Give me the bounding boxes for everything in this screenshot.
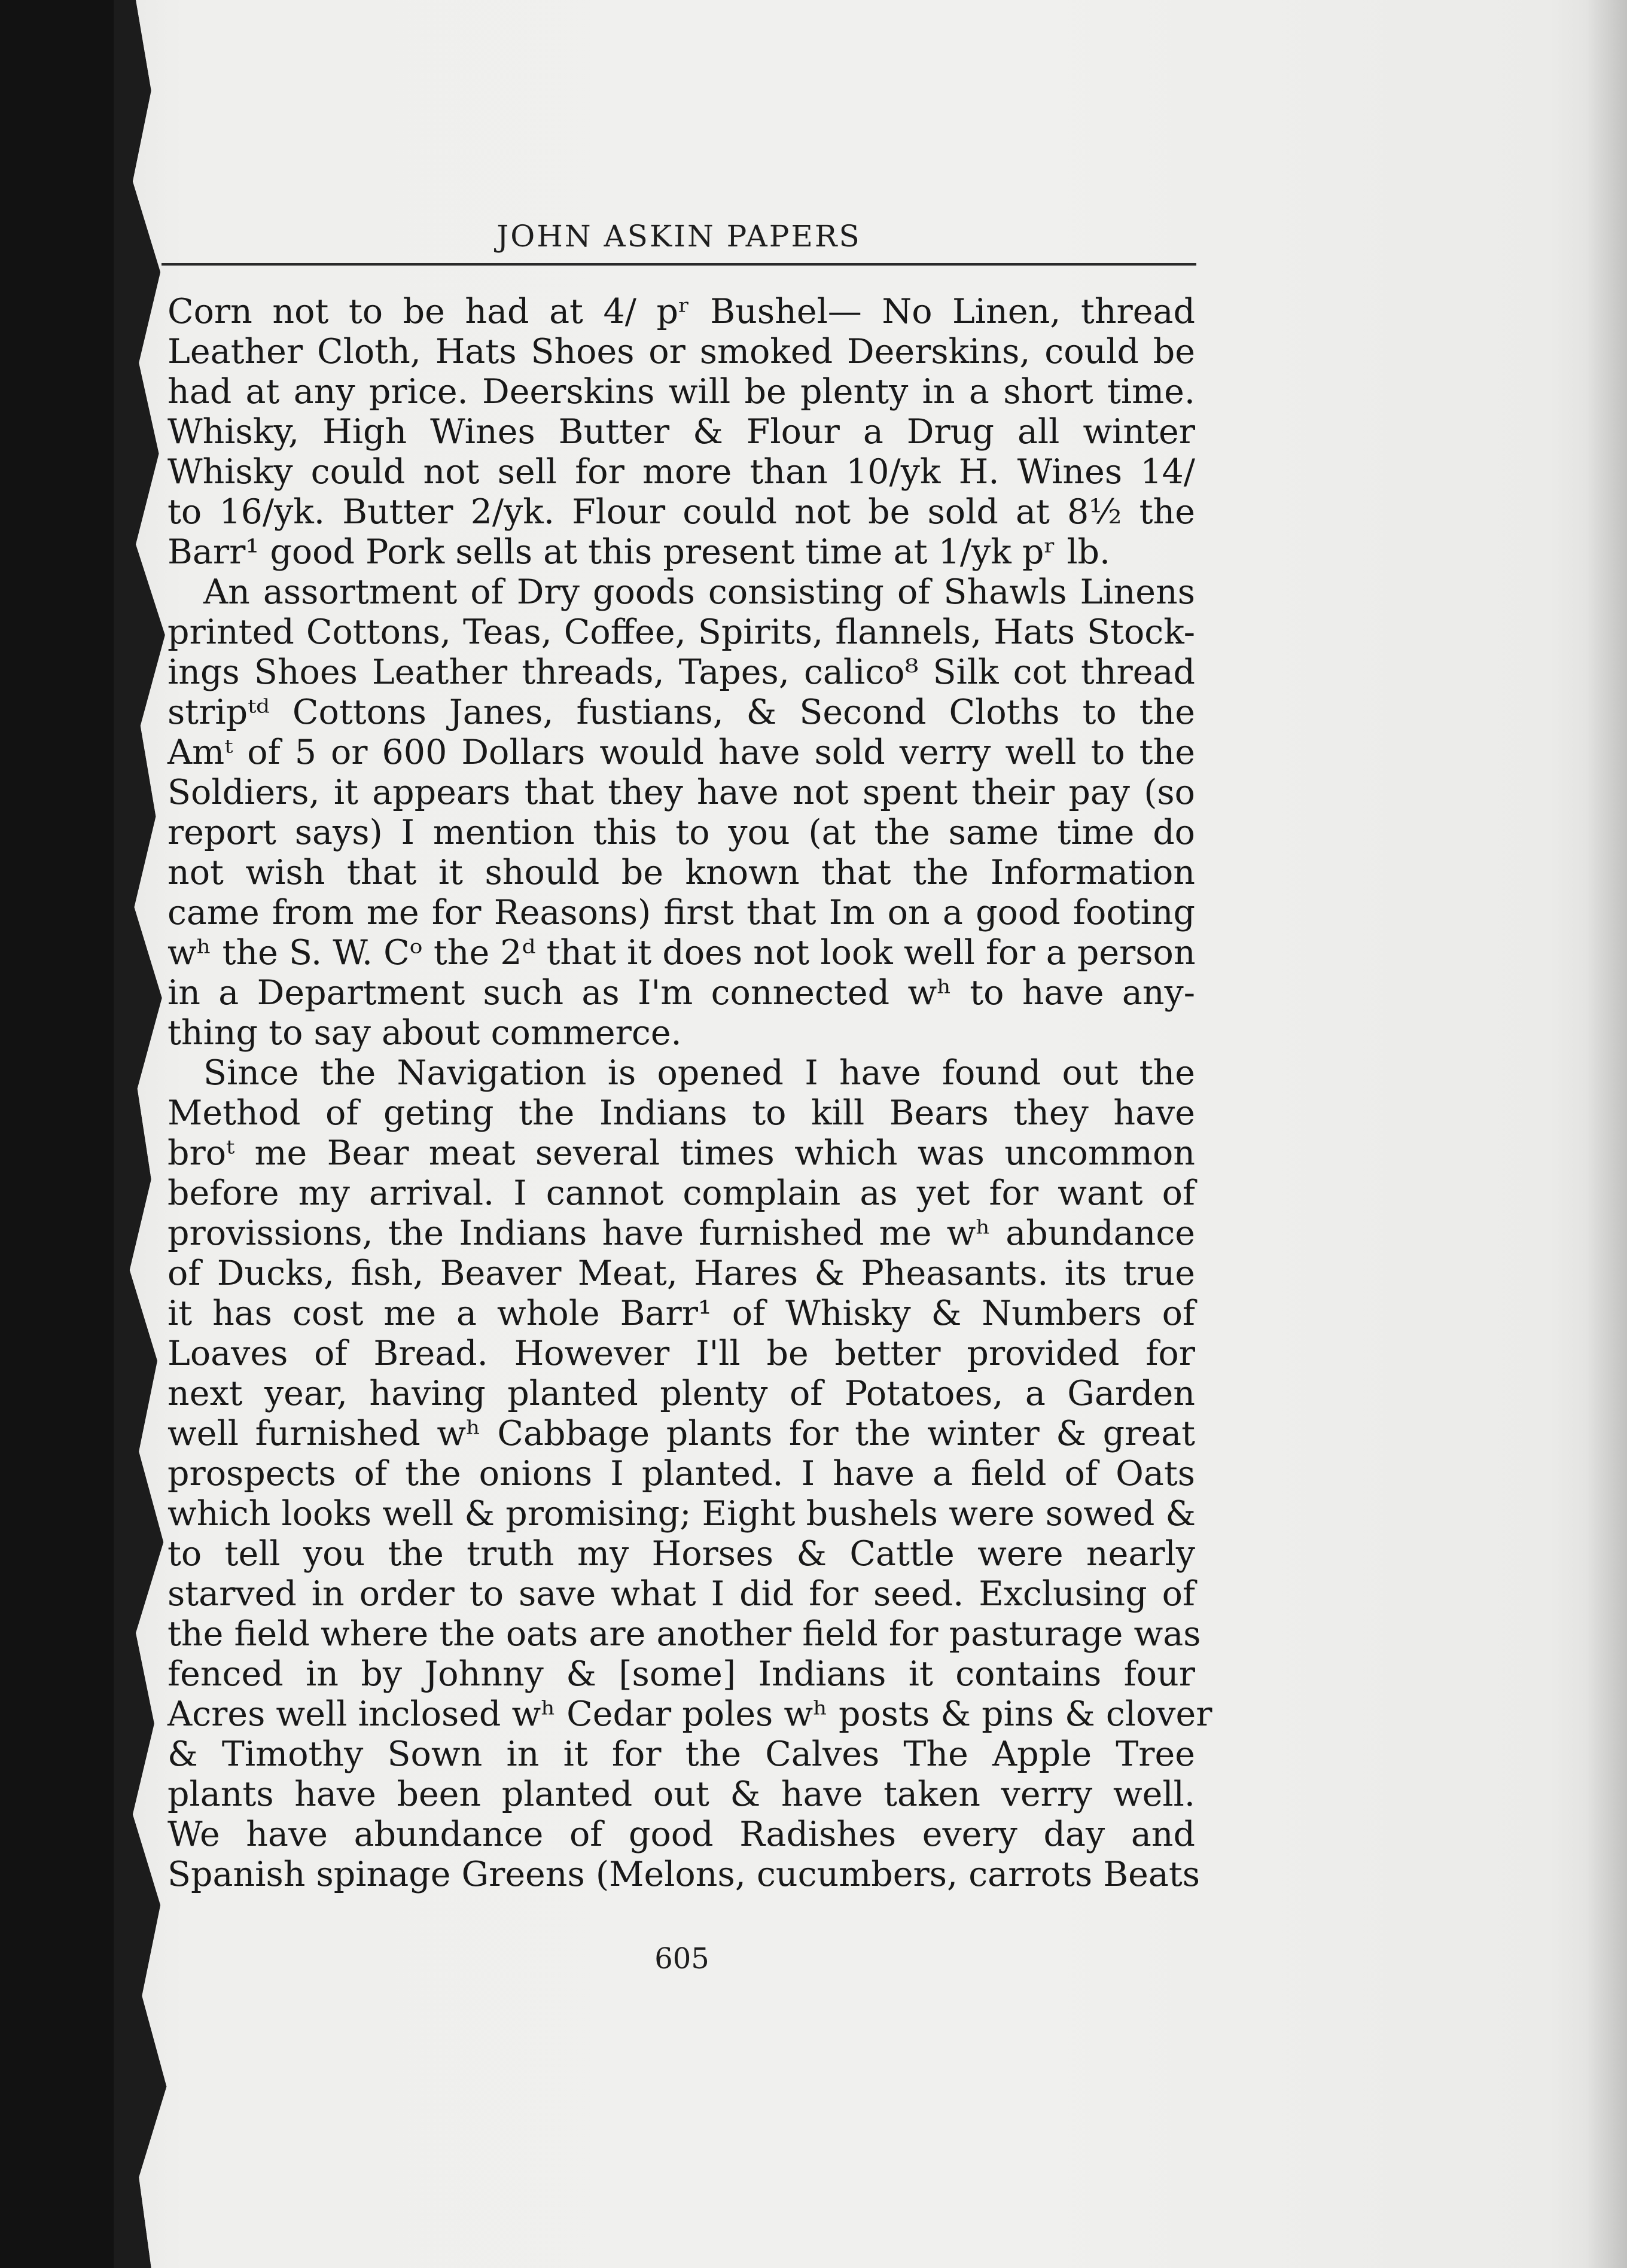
text-line: Soldiers, it appears that they have not spent their pay (so — [167, 773, 1195, 812]
text-line: stripᵗᵈ Cottons Janes, fustians, & Second Cloths to the — [167, 693, 1195, 732]
text-line: in a Department such as I'm connected wʰ to have any- — [167, 973, 1195, 1013]
running-head: JOHN ASKIN PAPERS — [162, 212, 1196, 266]
text-line: report says) I mention this to you (at the same time do — [167, 813, 1195, 852]
text-line: had at any price. Deerskins will be plenty in a short time. — [167, 372, 1195, 411]
text-line: printed Cottons, Teas, Coffee, Spirits, flannels, Hats Stock- — [167, 612, 1195, 652]
page-gutter-shadow — [1585, 0, 1627, 2268]
scan-background — [0, 0, 114, 2268]
text-line: came from me for Reasons) first that Im on a good footing — [167, 893, 1195, 932]
text-line: of Ducks, fish, Beaver Meat, Hares & Pheasants. its true — [167, 1254, 1195, 1293]
text-line: plants have been planted out & have taken verry well. — [167, 1775, 1195, 1814]
text-line: Leather Cloth, Hats Shoes or smoked Deerskins, could be — [167, 332, 1195, 371]
text-line: the field where the oats are another field for pasturage was — [167, 1614, 1201, 1654]
text-line: next year, having planted plenty of Potatoes, a Garden — [167, 1374, 1195, 1413]
text-line: to 16/yk. Butter 2/yk. Flour could not be sold at 8½ the — [167, 492, 1195, 532]
text-line: & Timothy Sown in it for the Calves The Apple Tree — [167, 1734, 1195, 1774]
text-line: prospects of the onions I planted. I have a field of Oats — [167, 1454, 1195, 1493]
text-line: thing to say about commerce. — [167, 1013, 682, 1053]
page-number: 605 — [654, 1942, 709, 1976]
text-line: wʰ the S. W. Cᵒ the 2ᵈ that it does not look well for a person — [167, 933, 1196, 973]
text-line: well furnished wʰ Cabbage plants for the winter & great — [167, 1414, 1195, 1453]
text-line: Amᵗ of 5 or 600 Dollars would have sold verry well to the — [167, 733, 1195, 772]
body-text — [167, 292, 1212, 1895]
text-line: Whisky could not sell for more than 10/yk H. Wines 14/ — [167, 452, 1195, 492]
text-line: Corn not to be had at 4/ pʳ Bushel— No Linen, thread — [167, 292, 1195, 331]
text-line: provissions, the Indians have furnished me wʰ abundance — [167, 1214, 1195, 1253]
text-line: Acres well inclosed wʰ Cedar poles wʰ posts & pins & clover — [167, 1694, 1212, 1734]
text-line: Whisky, High Wines Butter & Flour a Drug all winter — [167, 412, 1195, 452]
text-line: starved in order to save what I did for seed. Exclusing of — [167, 1574, 1195, 1614]
text-line: Since the Navigation is opened I have found out the — [203, 1053, 1195, 1093]
text-line: broᵗ me Bear meat several times which was uncommon — [167, 1133, 1195, 1173]
text-line: ings Shoes Leather threads, Tapes, calico⁸ Silk cot thread — [167, 653, 1195, 692]
text-line: An assortment of Dry goods consisting of Shawls Linens — [203, 572, 1195, 612]
text-line: not wish that it should be known that the Information — [167, 853, 1195, 892]
text-line: which looks well & promising; Eight bushels were sowed & — [167, 1494, 1196, 1534]
text-line: We have abundance of good Radishes every day and — [167, 1815, 1195, 1854]
text-line: fenced in by Johnny & [some] Indians it contains four — [167, 1654, 1195, 1694]
text-line: Loaves of Bread. However I'll be better provided for — [167, 1334, 1195, 1373]
text-line: before my arrival. I cannot complain as yet for want of — [167, 1173, 1195, 1213]
text-line: Barr¹ good Pork sells at this present time at 1/yk pʳ lb. — [167, 532, 1111, 572]
text-line: it has cost me a whole Barr¹ of Whisky & Numbers of — [167, 1294, 1195, 1333]
text-line: Spanish spinage Greens (Melons, cucumbers, carrots Beats — [167, 1855, 1200, 1894]
text-line: Method of geting the Indians to kill Bears they have — [167, 1093, 1195, 1133]
text-line: to tell you the truth my Horses & Cattle were nearly — [167, 1534, 1195, 1574]
